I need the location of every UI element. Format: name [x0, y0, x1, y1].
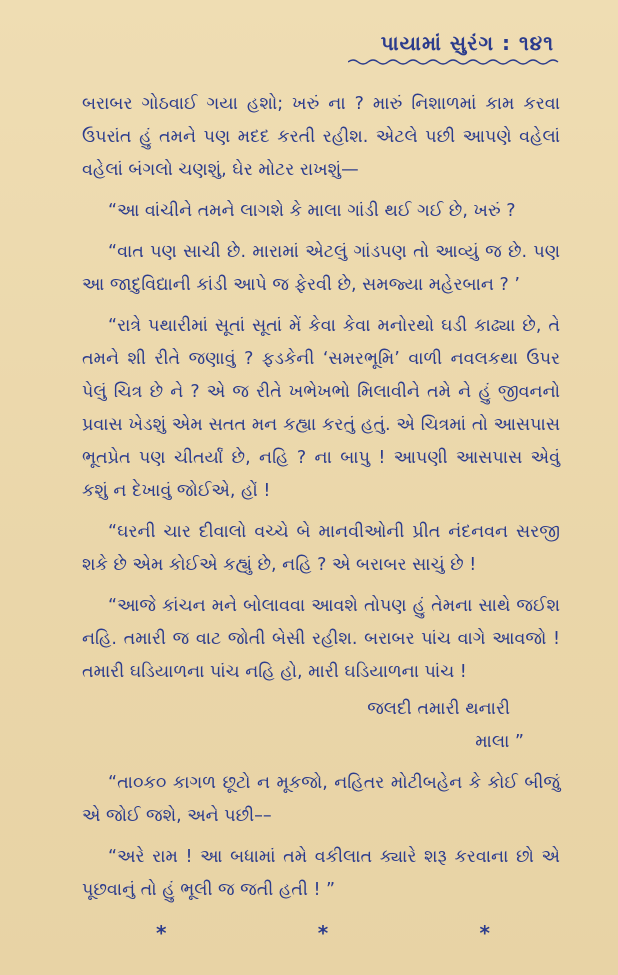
paragraph-4: “રાત્રે પથારીમાં સૂતાં સૂતાં મેં કેવા કેવા મનોરથો ઘડી કાઢ્યા છે, તે તમને શી રીતે જણાવું ? ફડકેની ‘સમરભૂમિ’ વાળી નવલકથા ઉપર પેલું ચિત્ર છે ને ? એ જ રીતે ખભેખભો મિલાવીને તમે ને હું જીવનનો પ્રવાસ ખેડશું એમ સતત મન કહ્યા કરતું હતું. એ ચિત્રમાં તો આસપાસ ભૂતપ્રેત પણ ચીતર્યાં છે, નહિ ? ના બાપુ ! આપણી આસપાસ એવું કશું ન દેખાવું જોઈએ, હોં !: [82, 316, 560, 501]
separator-asterisk: *: [317, 921, 329, 945]
separator-asterisk: *: [156, 921, 167, 945]
paragraph-3: “વાત પણ સાચી છે. મારામાં એટલું ગાંડપણ તો આવ્યું જ છે. પણ આ જાદુવિદ્યાની કાંડી આપે જ ફેરવી છે, સમજ્યા મહેરબાન ? ’: [82, 242, 560, 295]
header-wavy-rule: [348, 58, 560, 66]
paragraph-postscript: “તા૦ક૦ કાગળ છૂટો ન મૂકજો, નહિતર મોટીબહેન કે કોઈ બીજું એ જોઈ જશે, અને પછી––: [82, 773, 560, 826]
running-header: પાયામાં સુરંગ : ૧૪૧: [380, 31, 554, 55]
paragraph-6: “આજે કાંચન મને બોલાવવા આવશે તોપણ હું તેમના સાથે જઈશ નહિ. તમારી જ વાટ જોતી બેસી રહીશ. બરાબર પાંચ વાગે આવજો ! તમારી ઘડિયાળના પાંચ નહિ હો, મારી ઘડિયાળના પાંચ !: [82, 596, 560, 682]
separator-asterisk: *: [479, 921, 490, 945]
signature-name: માલા ”: [475, 732, 524, 752]
paragraph-1: બરાબર ગોઠવાઈ ગયા હશો; ખરું ના ? મારું નિશાળમાં કામ કરવા ઉપરાંત હું તમને પણ મદદ કરતી રહીશ. એટલે પછી આપણે વહેલાં વહેલાં બંગલો ચણશું, ઘેર મોટર રાખશું—: [82, 94, 560, 180]
paragraph-final: “અરે રામ ! આ બધામાં તમે વકીલાત ક્યારે શરૂ કરવાના છો એ પૂછવાનું તો હું ભૂલી જ જતી હતી ! ”: [82, 847, 560, 900]
paragraph-5: “ઘરની ચાર દીવાલો વચ્ચે બે માનવીઓની પ્રીત નંદનવન સરજી શકે છે એમ કોઈએ કહ્યું છે, નહિ ? એ બરાબર સાચું છે !: [82, 522, 560, 575]
letter-signature: [82, 693, 560, 759]
paragraph-2: “આ વાંચીને તમને લાગશે કે માલા ગાંડી થઈ ગઈ છે, ખરું ?: [108, 201, 516, 221]
section-separator: [82, 915, 560, 945]
letter-body: [82, 88, 560, 907]
signature-closing: જલદી તમારી થનારી: [367, 699, 510, 719]
